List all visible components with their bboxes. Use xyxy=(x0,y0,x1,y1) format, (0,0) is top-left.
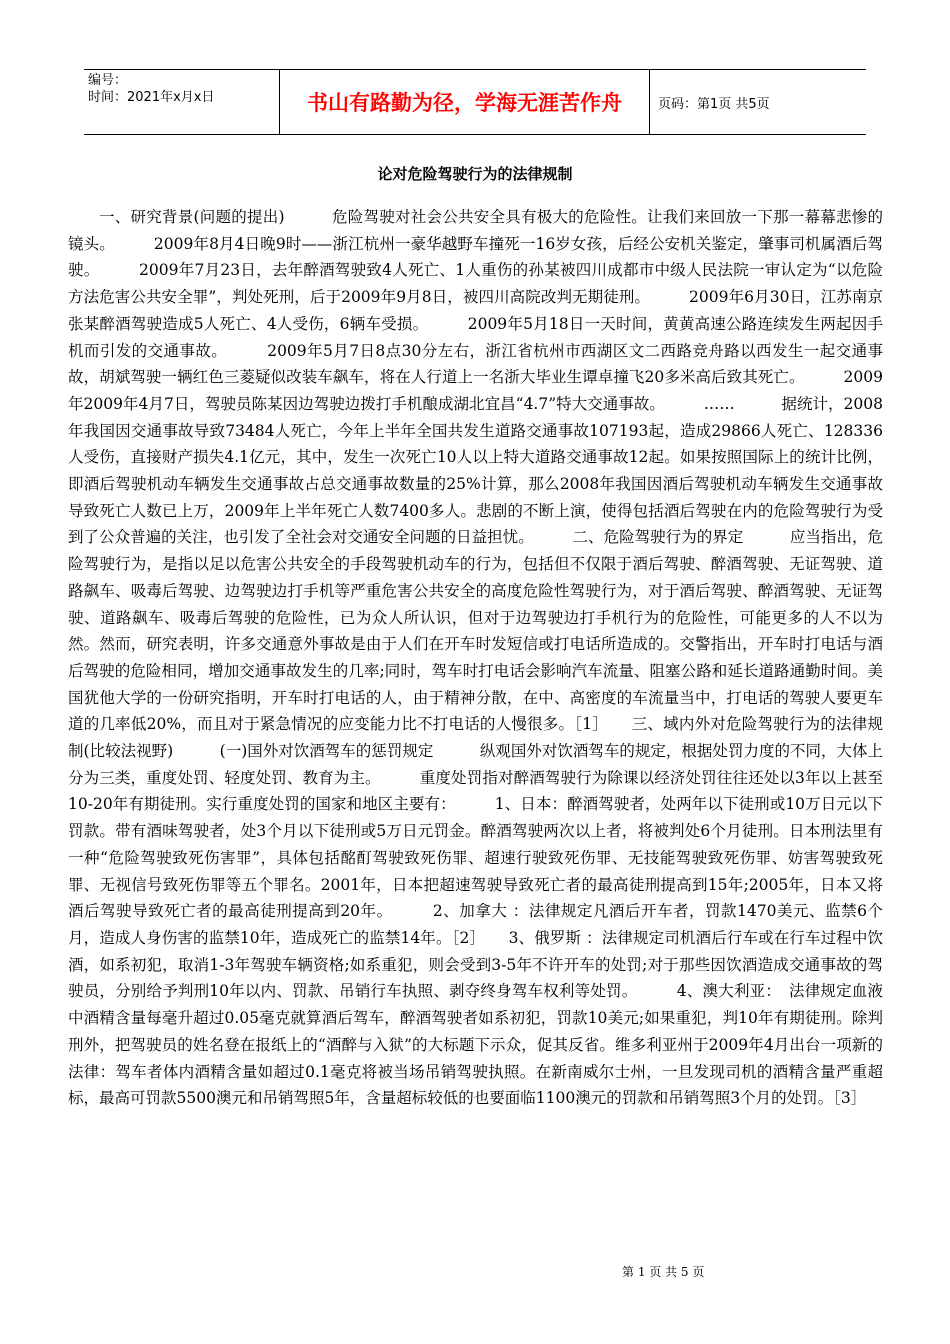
body-paragraph: 一、研究背景(问题的提出) 危险驾驶对社会公共安全具有极大的危险性。让我们来回放一下那一幕幕悲惨的镜头。 2009年8月4日晚9时——浙江杭州一豪华越野车撞死一16岁女孩，后经公安机关鉴定，肇事司机属酒后驾驶。 2009年7月23日，去年醉酒驾驶致4人死亡、1人重伤的孙某被四川成都市中级人民法院一审认定为“以危险方法危害公共安全罪”，判处死刑，后于2009年9月8日，被四川高院改判无期徒刑。 2009年6月30日，江苏南京张某醉酒驾驶造成5人死亡、4人受伤，6辆车受损。 2009年5月18日一天时间，黄黄高速公路连续发生两起因手机而引发的交通事故。 2009年5月7日8点30分左右，浙江省杭州市西湖区文二西路竞舟路以西发生一起交通事故，胡斌驾驶一辆红色三菱疑似改装车飙车，将在人行道上一名浙大毕业生谭卓撞飞20多米高后致其死亡。 2009年2009年4月7日，驾驶员陈某因边驾驶边拨打手机酿成湖北宜昌“4.7”特大交通事故。 …… 据统计，2008年我国因交通事故导致73484人死亡，今年上半年全国共发生道路交通事故107193起，造成29866人死亡、128336人受伤，直接财产损失4.1亿元，其中，发生一次死亡10人以上特大道路交通事故12起。如果按照国际上的统计比例，即酒后驾驶机动车辆发生交通事故占总交通事故数量的25%计算，那么2008年我国因酒后驾驶机动车辆发生交通事故导致死亡人数已上万，2009年上半年死亡人数7400多人。悲剧的不断上演，使得包括酒后驾驶在内的危险驾驶行为受到了公众普遍的关注，也引发了全社会对交通安全问题的日益担忧。 二、危险驾驶行为的界定 应当指出，危险驾驶行为，是指以足以危害公共安全的手段驾驶机动车的行为，包括但不仅限于酒后驾驶、醉酒驾驶、无证驾驶、道路飙车、吸毒后驾驶、边驾驶边打手机等严重危害公共安全的高度危险性驾驶行为，对于酒后驾驶、醉酒驾驶、无证驾驶、道路飙车、吸毒后驾驶的危险性，已为众人所认识，但对于边驾驶边打手机行为的危险性，可能更多的人不以为然。然而，研究表明，许多交通意外事故是由于人们在开车时发短信或打电话所造成的。交警指出，开车时打电话与酒后驾驶的危险相同，增加交通事故发生的几率;同时，驾车时打电话会影响汽车流量、阻塞公路和延长道路通勤时间。美国犹他大学的一份研究指明，开车时打电话的人，由于精神分散，在中、高密度的车流量当中，打电话的驾驶人要更车道的几率低20%，而且对于紧急情况的应变能力比不打电话的人慢很多。［1］ 三、域内外对危险驾驶行为的法律规制(比较法视野) (一)国外对饮酒驾车的惩罚规定 纵观国外对饮酒驾车的规定，根据处罚力度的不同，大体上分为三类，重度处罚、轻度处罚、教育为主。 重度处罚指对醉酒驾驶行为除课以经济处罚往往还处以3年以上甚至10-20年有期徒刑。实行重度处罚的国家和地区主要有： 1、日本：醉酒驾驶者，处两年以下徒刑或10万日元以下罚款。带有酒味驾驶者，处3个月以下徒刑或5万日元罚金。醉酒驾驶两次以上者，将被判处6个月徒刑。日本刑法里有一种“危险驾驶致死伤害罪”，具体包括酩酊驾驶致死伤罪、超速行驶致死伤罪、无技能驾驶致死伤罪、妨害驾驶致死罪、无视信号致死伤罪等五个罪名。2001年，日本把超速驾驶导致死亡者的最高徒刑提高到15年;2005年，日本又将酒后驾驶导致死亡者的最高徒刑提高到20年。 2、加拿大 ：法律规定凡酒后开车者，罚款1470美元、监禁6个月，造成人身伤害的监禁10年，造成死亡的监禁14年。［2］ 3、俄罗斯 ：法律规定司机酒后行车或在行车过程中饮酒，如系初犯，取消1-3年驾驶车辆资格;如系重犯，则会受到3-5年不许开车的处罚;对于那些因饮酒造成交通事故的驾驶员，分别给予判刑10年以内、罚款、吊销行车执照、剥夺终身驾车权利等处罚。 4、澳大利亚： 法律规定血液中酒精含量每毫升超过0.05毫克就算酒后驾车，醉酒驾驶者如系初犯，罚款10美元;如果重犯，判10年有期徒刑。除判刑外，把驾驶员的姓名登在报纸上的“酒醉与入狱”的大标题下示众，促其反省。维多利亚州于2009年4月出台一项新的法律：驾车者体内酒精含量如超过0.1毫克将被当场吊销驾驶执照。在新南威尔士州，一旦发现司机的酒精含量严重超标，最高可罚款5500澳元和吊销驾照5年，含量超标较低的也要面临1100澳元的罚款和吊销驾照3个月的处罚。［3］ xyxy=(68,208,883,1108)
header-meta xyxy=(84,70,280,134)
document-date-label: 时间：2021年x月x日 xyxy=(88,90,215,105)
header-page-number: 页码：第1页 共5页 xyxy=(658,96,770,112)
page-header xyxy=(84,69,866,135)
header-motto: 书山有路勤为径，学海无涯苦作舟 xyxy=(307,90,622,115)
document-body xyxy=(68,204,883,1112)
document-number-label: 编号： xyxy=(88,73,128,88)
header-motto-cell xyxy=(280,70,650,134)
document-title: 论对危险驾驶行为的法律规制 xyxy=(377,165,573,183)
page-footer: 第 1 页 共 5 页 xyxy=(622,1265,705,1279)
